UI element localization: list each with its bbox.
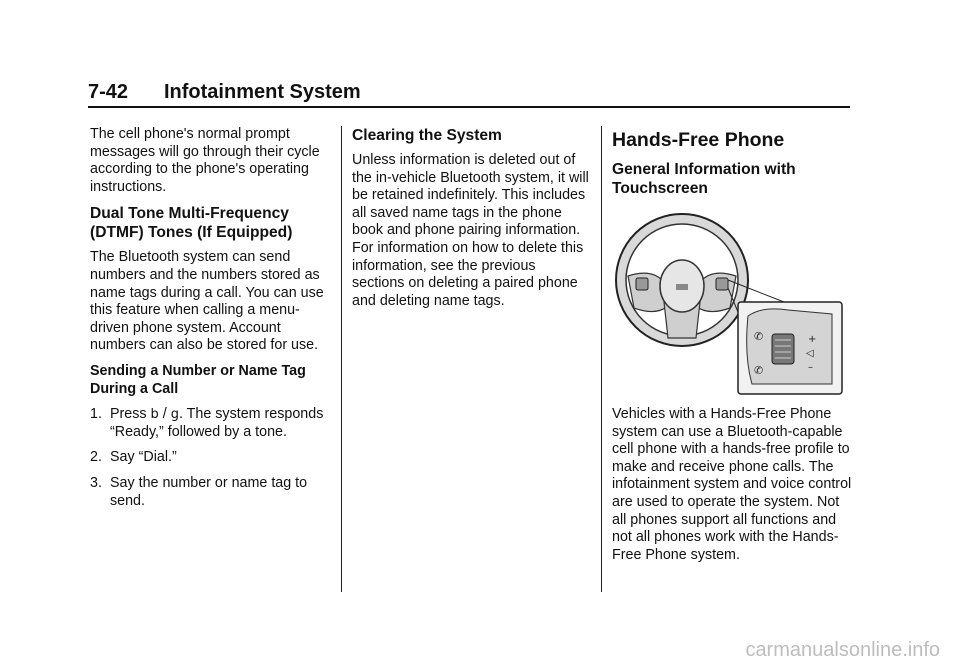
list-item (90, 475, 333, 510)
intro-paragraph: The cell phone's normal prompt messages will go through their cycle according to the phone's operating instructions. (90, 126, 320, 195)
step-number: 3. (90, 474, 102, 491)
svg-text:◁: ◁ (806, 348, 814, 359)
middle-column (352, 126, 590, 318)
column-divider (341, 126, 342, 592)
svg-text:+: + (808, 334, 817, 345)
step-text: / (158, 406, 171, 423)
clearing-paragraph: Unless information is deleted out of the in-vehicle Bluetooth system, it will be retained indefinitely. This includes all saved name tags in the phone book and phone pairing information. For information on how to delete this information, see the previous sections on deleting a paired phone and deleting name tags. (352, 152, 589, 309)
steering-wheel-controls-icon (612, 206, 844, 396)
hands-free-paragraph: Vehicles with a Hands-Free Phone system can use a Bluetooth-capable cell phone with a hands-free profile to make and receive phone calls. The infotainment system and voice control are used to operate the system. Not all phones support all functions and not all phones work with the Hands-Free Phone system. (612, 406, 852, 563)
step-text: Say “Dial.” (110, 449, 177, 466)
svg-text:✆: ✆ (754, 364, 764, 377)
general-info-heading: General Information with Touchscreen (612, 161, 796, 197)
sending-heading: Sending a Number or Name Tag During a Call (90, 362, 306, 397)
dtmf-heading: Dual Tone Multi-Frequency (DTMF) Tones (If Equipped) (90, 205, 293, 242)
page-header (88, 80, 850, 108)
step-number: 2. (90, 449, 102, 466)
svg-text:✆: ✆ (754, 330, 764, 343)
step-number: 1. (90, 406, 102, 423)
svg-text:–: – (808, 362, 813, 373)
push-to-talk-icon: b (150, 407, 159, 423)
step-text: . The system responds “Ready,” followed by a tone. (110, 406, 324, 440)
steps-list (90, 406, 333, 510)
clearing-heading: Clearing the System (352, 127, 502, 144)
list-item (90, 406, 333, 441)
step-text: Say the number or name tag to send. (110, 474, 308, 509)
left-column (90, 126, 333, 518)
dtmf-paragraph: The Bluetooth system can send numbers and the numbers stored as name tags during a call. You can use this feature when calling a menu-driven phone system. Account numbers can also be stored for use. (90, 249, 324, 354)
page-number: 7-42 (88, 81, 129, 103)
voice-command-icon: g (170, 407, 179, 423)
column-divider (601, 126, 602, 592)
section-title: Infotainment System (164, 81, 361, 103)
step-text: Press (110, 406, 151, 423)
list-item (90, 449, 333, 467)
right-column (612, 126, 857, 572)
watermark: carmanualsonline.info (745, 639, 940, 661)
hands-free-heading: Hands-Free Phone (612, 129, 785, 151)
